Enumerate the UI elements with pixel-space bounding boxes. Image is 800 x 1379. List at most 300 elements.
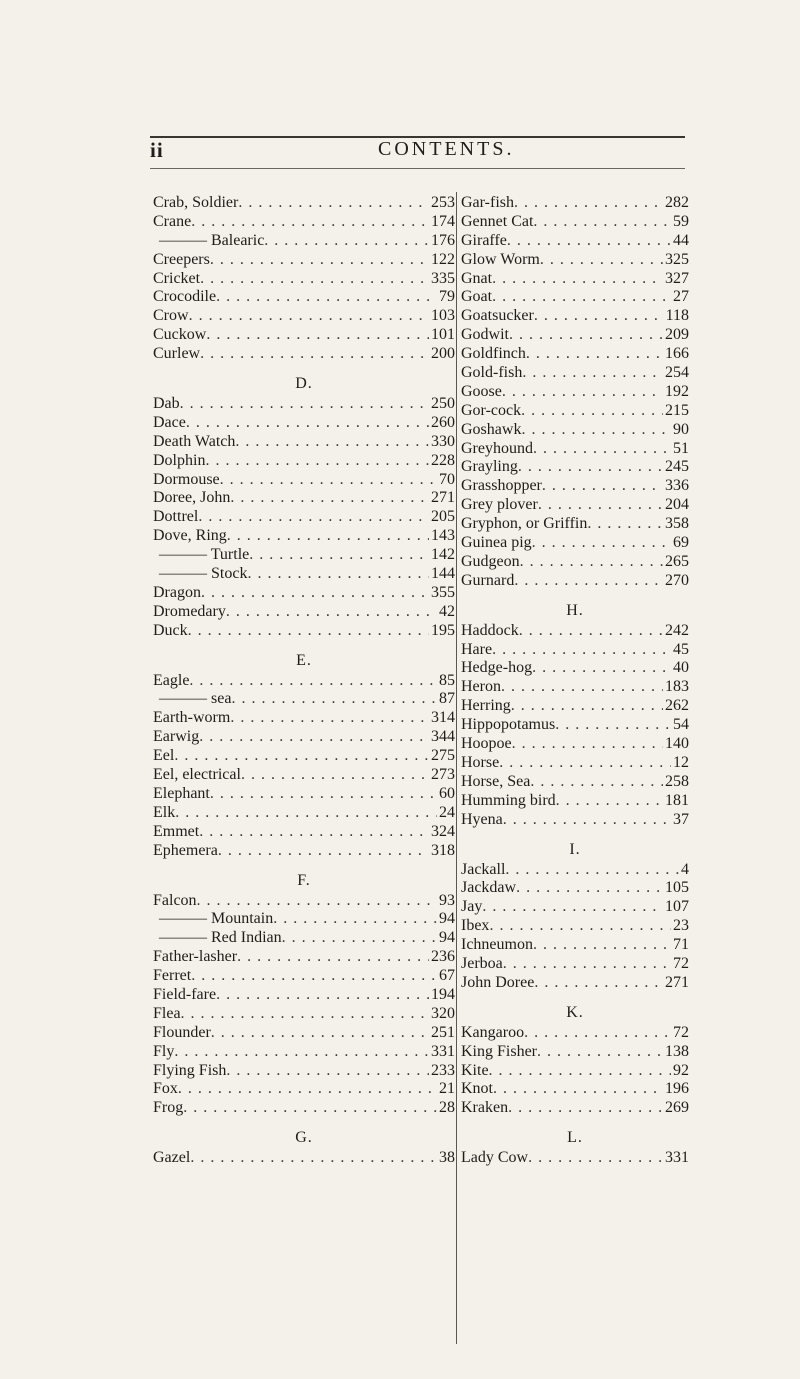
index-entry — [153, 709, 455, 728]
entry-name: Eel, electrical — [153, 766, 241, 784]
dot-leader — [190, 1149, 437, 1168]
dot-leader — [522, 364, 663, 383]
dot-leader — [508, 1099, 663, 1118]
entry-name: Doree, John — [153, 489, 231, 507]
entry-name: Flounder — [153, 1023, 211, 1041]
entry-name: Dace — [153, 413, 186, 431]
index-entry — [461, 641, 689, 660]
dot-leader — [482, 898, 663, 917]
entry-name: Knot — [461, 1080, 493, 1098]
section-letter-heading: H. — [566, 601, 584, 619]
dot-leader — [493, 1080, 663, 1099]
entry-name: Flying Fish — [153, 1061, 227, 1079]
entry-page-number: 331 — [665, 1149, 689, 1167]
entry-name: Horse — [461, 753, 500, 771]
index-entry — [461, 440, 689, 459]
index-entry — [461, 477, 689, 496]
index-entry — [461, 232, 689, 251]
entry-page-number: 90 — [673, 420, 689, 438]
entry-name: Jackdaw — [461, 879, 517, 897]
dot-leader — [528, 1149, 663, 1168]
entry-name: Eagle — [153, 671, 190, 689]
entry-name: Grasshopper — [461, 477, 542, 495]
entry-page-number: 181 — [665, 791, 689, 809]
dot-leader — [210, 251, 429, 270]
entry-name: Guinea pig — [461, 534, 532, 552]
entry-name: Duck — [153, 621, 188, 639]
entry-page-number: 37 — [673, 810, 689, 828]
entry-name: Gar-fish — [461, 194, 514, 211]
entry-name: Dove, Ring — [153, 527, 227, 545]
dot-leader — [174, 1043, 429, 1062]
entry-name: Field-fare — [153, 985, 217, 1003]
page-number: ii — [150, 138, 164, 162]
entry-page-number: 344 — [431, 728, 455, 746]
entry-page-number: 242 — [665, 621, 689, 639]
index-entry — [461, 697, 689, 716]
entry-page-number: 194 — [431, 985, 455, 1003]
dot-leader — [230, 709, 429, 728]
entry-page-number: 320 — [431, 1004, 455, 1022]
index-entry — [461, 1062, 689, 1081]
dot-leader — [514, 194, 663, 213]
entry-name: Grey plover — [461, 496, 538, 514]
entry-name: Dromedary — [153, 602, 226, 620]
dot-leader — [533, 936, 671, 955]
entry-name: Goose — [461, 382, 502, 400]
entry-name: Hippopotamus — [461, 716, 556, 734]
entry-name: Gudgeon — [461, 552, 520, 570]
dot-leader — [227, 527, 429, 546]
dot-leader — [218, 842, 429, 861]
index-column-left — [153, 194, 455, 1168]
index-entry — [153, 823, 455, 842]
index-entry — [153, 213, 455, 232]
entry-page-number: 94 — [439, 910, 455, 928]
index-entry — [153, 672, 455, 691]
section-letter-heading: F. — [297, 871, 311, 889]
index-entry — [461, 515, 689, 534]
dot-leader — [509, 326, 663, 345]
dot-leader — [216, 986, 429, 1005]
section-gap — [461, 591, 689, 599]
entry-name: Goatsucker — [461, 307, 534, 325]
entry-page-number: 358 — [665, 515, 689, 533]
index-entry — [461, 194, 689, 213]
entry-page-number: 143 — [431, 527, 455, 545]
entry-name: Curlew — [153, 345, 201, 363]
entry-name: Giraffe — [461, 231, 507, 249]
entry-name: Kangaroo — [461, 1023, 525, 1041]
dot-leader — [186, 414, 429, 433]
dot-leader — [507, 232, 671, 251]
entry-page-number: 209 — [665, 326, 689, 344]
entry-name: Dab — [153, 395, 180, 413]
entry-name: ——— Red Indian — [159, 929, 282, 947]
entry-page-number: 265 — [665, 552, 689, 570]
entry-name: Dolphin — [153, 451, 206, 469]
index-entry — [461, 1080, 689, 1099]
entry-page-number: 144 — [431, 565, 455, 583]
dot-leader — [191, 213, 429, 232]
entry-name: Goshawk — [461, 420, 522, 438]
index-entry — [153, 948, 455, 967]
dot-leader — [516, 879, 663, 898]
entry-page-number: 72 — [673, 1023, 689, 1041]
dot-leader — [518, 458, 663, 477]
index-entry — [153, 929, 455, 948]
dot-leader — [199, 728, 429, 747]
section-letter-heading: K. — [566, 1003, 584, 1021]
entry-name: Fly — [153, 1042, 175, 1060]
dot-leader — [532, 659, 671, 678]
index-entry — [461, 716, 689, 735]
entry-name: Father-lasher — [153, 948, 238, 966]
dot-leader — [501, 678, 663, 697]
index-entry — [461, 213, 689, 232]
entry-page-number: 196 — [665, 1080, 689, 1098]
dot-leader — [524, 1024, 671, 1043]
dot-leader — [180, 395, 429, 414]
index-entry — [461, 458, 689, 477]
dot-leader — [492, 288, 671, 307]
entry-page-number: 258 — [665, 772, 689, 790]
dot-leader — [210, 785, 437, 804]
index-entry — [461, 754, 689, 773]
entry-page-number: 166 — [665, 345, 689, 363]
entry-page-number: 204 — [665, 496, 689, 514]
dot-leader — [237, 948, 429, 967]
entry-name: Crab, Soldier — [153, 194, 239, 211]
section-gap — [153, 364, 455, 372]
entry-page-number: 107 — [665, 898, 689, 916]
dot-leader — [198, 508, 429, 527]
entry-name: Hyena — [461, 810, 503, 828]
entry-name: Gryphon, or Griffin — [461, 515, 588, 533]
dot-leader — [534, 974, 663, 993]
index-entry — [461, 898, 689, 917]
entry-name: Gold-fish — [461, 364, 523, 382]
dot-leader — [220, 471, 437, 490]
entry-name: Grayling — [461, 458, 518, 476]
index-entry — [461, 421, 689, 440]
entry-name: Godwit — [461, 326, 509, 344]
index-entry — [153, 1005, 455, 1024]
entry-page-number: 327 — [665, 269, 689, 287]
index-entry — [461, 974, 689, 993]
entry-name: Lady Cow — [461, 1149, 529, 1167]
entry-page-number: 4 — [681, 860, 689, 878]
entry-name: Hedge-hog — [461, 659, 533, 677]
index-entry — [461, 678, 689, 697]
index-entry — [461, 496, 689, 515]
entry-name: Crocodile — [153, 288, 217, 306]
index-entry — [461, 879, 689, 898]
index-entry — [153, 288, 455, 307]
entry-name: Dottrel — [153, 508, 199, 526]
dot-leader — [537, 1043, 663, 1062]
section-gap — [153, 641, 455, 649]
entry-name: ——— Stock — [159, 565, 248, 583]
entry-page-number: 228 — [431, 451, 455, 469]
index-entry — [461, 364, 689, 383]
dot-leader — [533, 213, 671, 232]
index-entry — [461, 307, 689, 326]
entry-page-number: 85 — [439, 671, 455, 689]
dot-leader — [503, 811, 671, 830]
index-entry — [461, 326, 689, 345]
entry-page-number: 200 — [431, 345, 455, 363]
dot-leader — [205, 452, 429, 471]
index-entry — [461, 1043, 689, 1062]
entry-page-number: 72 — [673, 954, 689, 972]
index-entry — [461, 383, 689, 402]
entry-name: Death Watch — [153, 432, 236, 450]
entry-page-number: 140 — [665, 735, 689, 753]
index-entry — [153, 489, 455, 508]
entry-name: Glow Worm — [461, 250, 540, 268]
dot-leader — [530, 773, 663, 792]
index-entry — [461, 792, 689, 811]
index-entry — [153, 414, 455, 433]
section-gap — [461, 830, 689, 838]
dot-leader — [502, 383, 663, 402]
dot-leader — [540, 251, 663, 270]
entry-name: Ferret — [153, 967, 192, 985]
entry-name: Gazel — [153, 1149, 191, 1167]
dot-leader — [174, 747, 429, 766]
entry-name: Hoopoe — [461, 735, 512, 753]
entry-name: Crow — [153, 307, 189, 325]
index-entry — [461, 773, 689, 792]
entry-page-number: 42 — [439, 602, 455, 620]
entry-page-number: 270 — [665, 571, 689, 589]
index-entry — [461, 659, 689, 678]
entry-page-number: 23 — [673, 917, 689, 935]
entry-page-number: 174 — [431, 212, 455, 230]
entry-name: Gennet Cat — [461, 212, 534, 230]
entry-page-number: 21 — [439, 1080, 455, 1098]
dot-leader — [273, 910, 437, 929]
entry-name: Jay — [461, 898, 483, 916]
index-entry — [461, 1099, 689, 1118]
index-entry — [153, 395, 455, 414]
index-entry — [461, 553, 689, 572]
entry-page-number: 60 — [439, 784, 455, 802]
entry-page-number: 59 — [673, 212, 689, 230]
entry-name: ——— Balearic — [159, 231, 265, 249]
entry-name: Falcon — [153, 891, 197, 909]
index-entry — [461, 735, 689, 754]
entry-name: Ibex — [461, 917, 490, 935]
entry-name: Herring — [461, 697, 511, 715]
entry-page-number: 330 — [431, 432, 455, 450]
entry-name: Gor-cock — [461, 401, 522, 419]
dot-leader — [505, 861, 679, 880]
section-letter-heading: E. — [296, 651, 312, 669]
entry-name: Dormouse — [153, 470, 220, 488]
dot-leader — [226, 603, 437, 622]
entry-page-number: 103 — [431, 307, 455, 325]
entry-name: Gurnard — [461, 571, 515, 589]
entry-name: Hare — [461, 640, 493, 658]
dot-leader — [533, 440, 671, 459]
dot-leader — [181, 1005, 429, 1024]
dot-leader — [178, 1080, 437, 1099]
entry-name: Kite — [461, 1061, 489, 1079]
entry-page-number: 324 — [431, 822, 455, 840]
dot-leader — [189, 672, 437, 691]
index-entry — [461, 534, 689, 553]
index-entry — [153, 747, 455, 766]
index-entry — [153, 910, 455, 929]
index-entry — [153, 1024, 455, 1043]
entry-name: Earwig — [153, 728, 200, 746]
entry-name: Kraken — [461, 1099, 509, 1117]
section-gap — [461, 993, 689, 1001]
entry-page-number: 87 — [439, 690, 455, 708]
dot-leader — [587, 515, 663, 534]
index-entry — [461, 1149, 689, 1168]
entry-name: Greyhound — [461, 439, 533, 457]
dot-leader — [216, 288, 437, 307]
entry-page-number: 44 — [673, 231, 689, 249]
index-entry — [153, 565, 455, 584]
index-entry — [153, 1099, 455, 1118]
dot-leader — [249, 546, 429, 565]
dot-leader — [542, 477, 663, 496]
entry-name: Heron — [461, 678, 501, 696]
dot-leader — [235, 433, 429, 452]
entry-page-number: 93 — [439, 891, 455, 909]
dot-leader — [499, 754, 671, 773]
dot-leader — [230, 489, 429, 508]
dot-leader — [211, 1024, 429, 1043]
index-entry — [461, 1024, 689, 1043]
entry-page-number: 269 — [665, 1099, 689, 1117]
entry-page-number: 69 — [673, 534, 689, 552]
entry-name: Elk — [153, 803, 176, 821]
index-entry — [153, 232, 455, 251]
entry-page-number: 105 — [665, 879, 689, 897]
entry-page-number: 101 — [431, 326, 455, 344]
page-header — [150, 138, 685, 178]
index-entry — [153, 307, 455, 326]
dot-leader — [492, 270, 663, 289]
entry-name: ——— Mountain — [159, 910, 274, 928]
entry-name: Goat — [461, 288, 493, 306]
entry-page-number: 92 — [673, 1061, 689, 1079]
section-letter-heading: L. — [567, 1129, 583, 1147]
entry-name: Jerboa — [461, 954, 503, 972]
index-entry — [461, 572, 689, 591]
index-entry — [461, 345, 689, 364]
dot-leader — [492, 641, 671, 660]
entry-name: King Fisher — [461, 1042, 537, 1060]
entry-name: Creepers — [153, 250, 210, 268]
index-entry — [153, 433, 455, 452]
entry-page-number: 236 — [431, 948, 455, 966]
dot-leader — [282, 929, 437, 948]
dot-leader — [200, 270, 429, 289]
index-entry — [153, 508, 455, 527]
index-entry — [153, 527, 455, 546]
index-entry — [461, 288, 689, 307]
entry-page-number: 205 — [431, 508, 455, 526]
dot-leader — [188, 622, 429, 641]
entry-name: Frog — [153, 1099, 184, 1117]
entry-page-number: 254 — [665, 364, 689, 382]
entry-page-number: 245 — [665, 458, 689, 476]
entry-name: Emmet — [153, 822, 200, 840]
entry-page-number: 355 — [431, 583, 455, 601]
dot-leader — [511, 697, 663, 716]
index-entry — [153, 326, 455, 345]
entry-name: Cuckow — [153, 326, 207, 344]
index-entry — [153, 690, 455, 709]
entry-page-number: 118 — [665, 307, 689, 325]
entry-name: John Doree — [461, 973, 535, 991]
index-entry — [153, 842, 455, 861]
entry-page-number: 24 — [439, 803, 455, 821]
entry-page-number: 273 — [431, 766, 455, 784]
entry-page-number: 45 — [673, 640, 689, 658]
page-title: CONTENTS. — [378, 138, 515, 160]
entry-page-number: 260 — [431, 413, 455, 431]
header-bottom-rule — [150, 168, 685, 169]
dot-leader — [226, 1062, 429, 1081]
index-column-right — [461, 194, 689, 1168]
section-gap — [153, 861, 455, 869]
entry-page-number: 271 — [665, 973, 689, 991]
entry-page-number: 176 — [431, 231, 455, 249]
dot-leader — [191, 967, 437, 986]
dot-leader — [526, 345, 663, 364]
entry-page-number: 51 — [673, 439, 689, 457]
entry-name: Flea — [153, 1004, 181, 1022]
entry-page-number: 251 — [431, 1023, 455, 1041]
dot-leader — [197, 892, 437, 911]
index-entry — [153, 967, 455, 986]
entry-page-number: 183 — [665, 678, 689, 696]
entry-page-number: 79 — [439, 288, 455, 306]
dot-leader — [183, 1099, 437, 1118]
dot-leader — [238, 194, 429, 213]
entry-page-number: 28 — [439, 1099, 455, 1117]
section-letter-heading: G. — [295, 1129, 313, 1147]
index-entry — [153, 1080, 455, 1099]
index-entry — [153, 1062, 455, 1081]
dot-leader — [555, 716, 671, 735]
dot-leader — [201, 584, 429, 603]
dot-leader — [489, 917, 671, 936]
index-entry — [153, 546, 455, 565]
entry-page-number: 262 — [665, 697, 689, 715]
entry-page-number: 94 — [439, 929, 455, 947]
entry-name: Crane — [153, 212, 192, 230]
entry-name: Dragon — [153, 583, 201, 601]
dot-leader — [264, 232, 429, 251]
entry-name: Elephant — [153, 784, 210, 802]
section-letter-heading: D. — [295, 375, 313, 393]
index-entry — [461, 402, 689, 421]
index-entry — [461, 955, 689, 974]
index-entry — [461, 251, 689, 270]
entry-page-number: 38 — [439, 1149, 455, 1167]
column-divider — [456, 192, 457, 1344]
dot-leader — [538, 496, 663, 515]
index-entry — [461, 622, 689, 641]
